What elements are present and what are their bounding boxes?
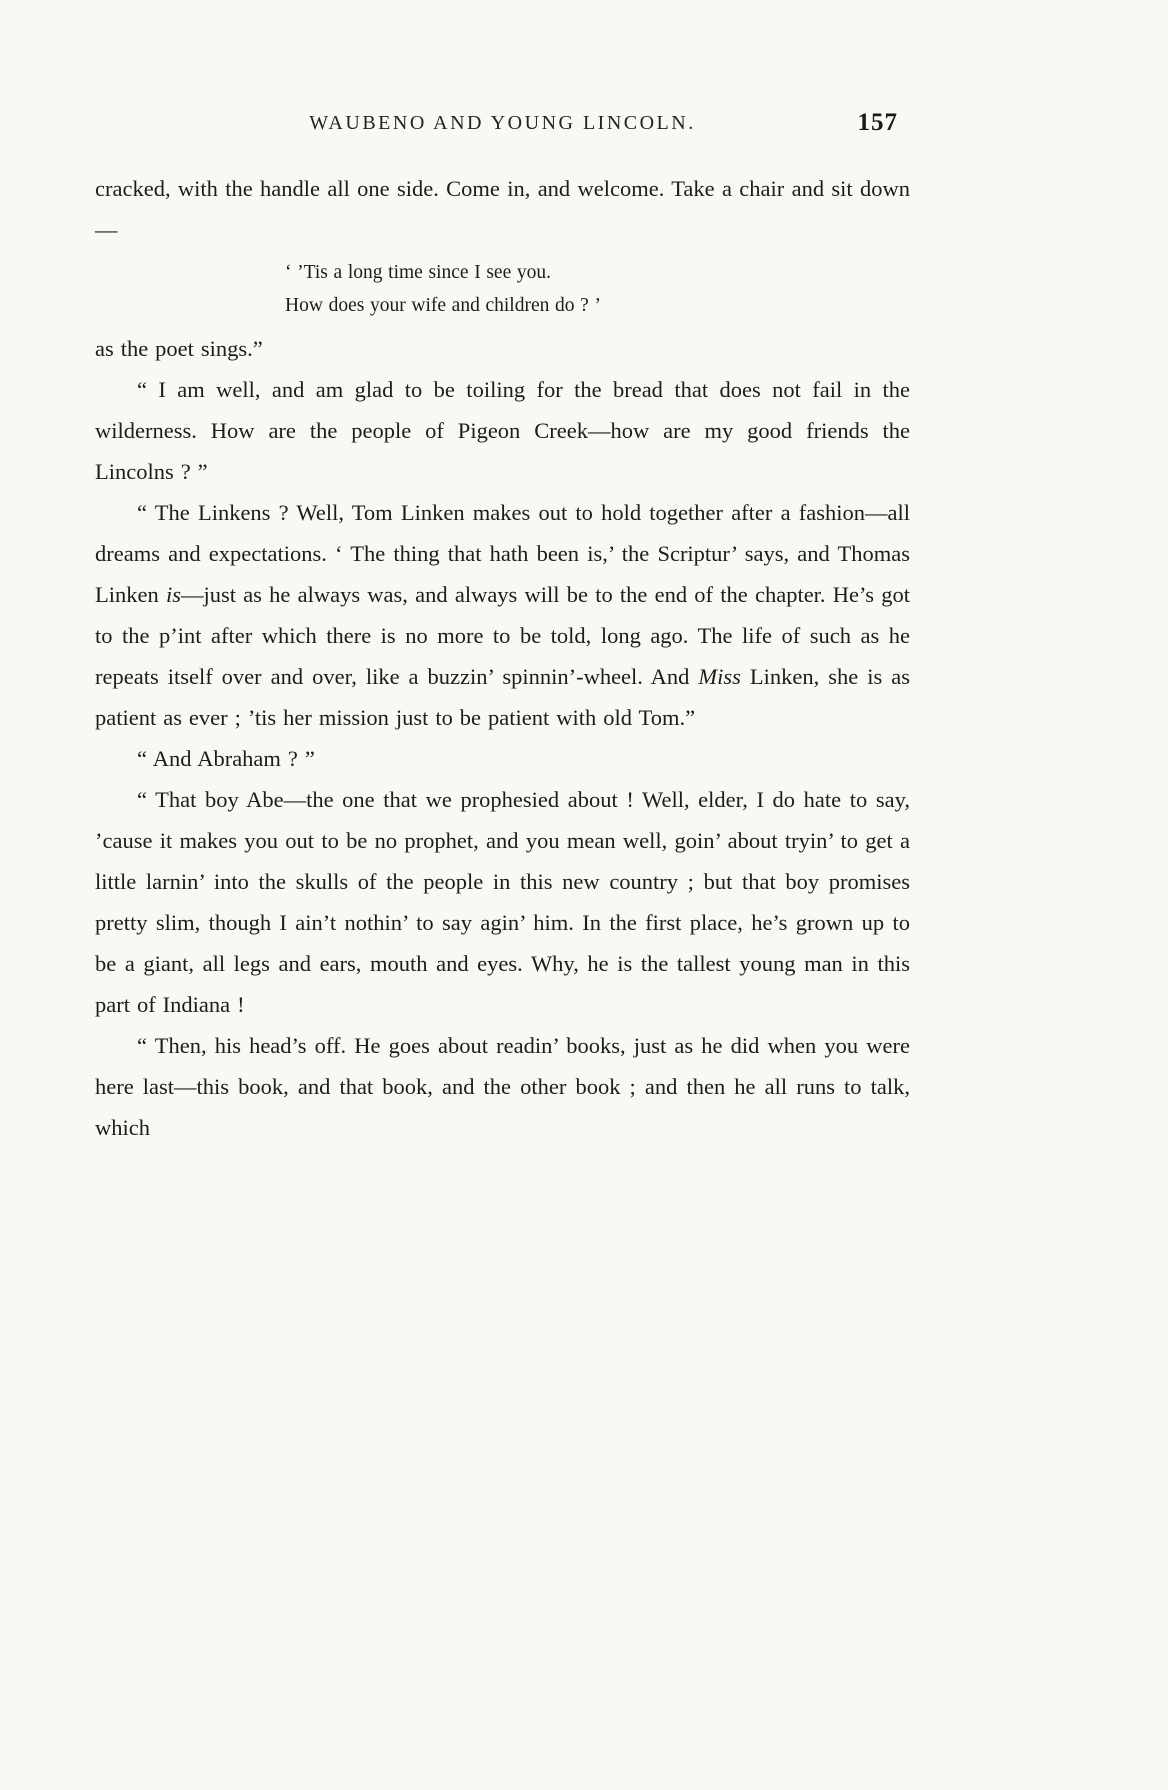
body-text: as the poet sings.” <box>95 336 263 361</box>
verse-block <box>285 256 910 322</box>
running-header-title: WAUBENO AND YOUNG LINCOLN. <box>309 112 696 134</box>
italic-text: Miss <box>698 664 741 689</box>
paragraph <box>95 779 910 1025</box>
body-text: cracked, with the handle all one side. Come in, and welcome. Take a chair and sit down— <box>95 176 910 242</box>
italic-text: is <box>165 582 181 607</box>
verse-line: ‘ ’Tis a long time since I see you. <box>285 262 552 283</box>
body-text: “ And Abraham ? ” <box>137 746 315 771</box>
body-text: Linken, she is as patient as ever ; ’tis her mission just to be patient with old Tom.” <box>95 664 911 730</box>
page-number: 157 <box>857 109 898 136</box>
paragraph <box>95 328 910 369</box>
paragraph <box>95 492 910 738</box>
body-text: —just as he always was, and always will be to the end of the chapter. He’s got to the p’int after which there is no more to be told, long ago. The life of such as he repeats itself over and over, like a buzzin’ spinnin’-wheel. And <box>95 582 910 689</box>
paragraph <box>95 168 910 250</box>
body-text: “ Then, his head’s off. He goes about readin’ books, just as he did when you were here last—this book, and that book, and the other book ; and then he all runs to talk, which <box>95 1033 910 1140</box>
body-text: “ That boy Abe—the one that we prophesied about ! Well, elder, I do hate to say, ’cause it makes you out to be no prophet, and you mean well, goin’ about tryin’ to get a little larnin’ into the skulls of the people in this new country ; but that boy promises pretty slim, though I ain’t nothin’ to say agin’ him. In the first place, he’s grown up to be a giant, all legs and ears, mouth and eyes. Why, he is the tallest young man in this part of Indiana ! <box>95 787 910 1017</box>
running-header <box>95 109 910 146</box>
paragraph <box>95 369 910 492</box>
page-body <box>95 168 910 1148</box>
body-text: “ I am well, and am glad to be toiling for the bread that does not fail in the wilderness. How are the people of Pigeon Creek—how are my good friends the Lincolns ? ” <box>95 377 910 484</box>
text-column <box>95 0 910 1148</box>
verse-line: How does your wife and children do ? ’ <box>285 295 601 316</box>
paragraph <box>95 1025 910 1148</box>
paragraph <box>95 738 910 779</box>
body-text: “ The Linkens ? Well, Tom Linken makes out to hold together after a fashion—all dreams and expectations. ‘ The thing that hath been is,’ the Scriptur’ says, and Thomas Linken <box>95 500 910 607</box>
